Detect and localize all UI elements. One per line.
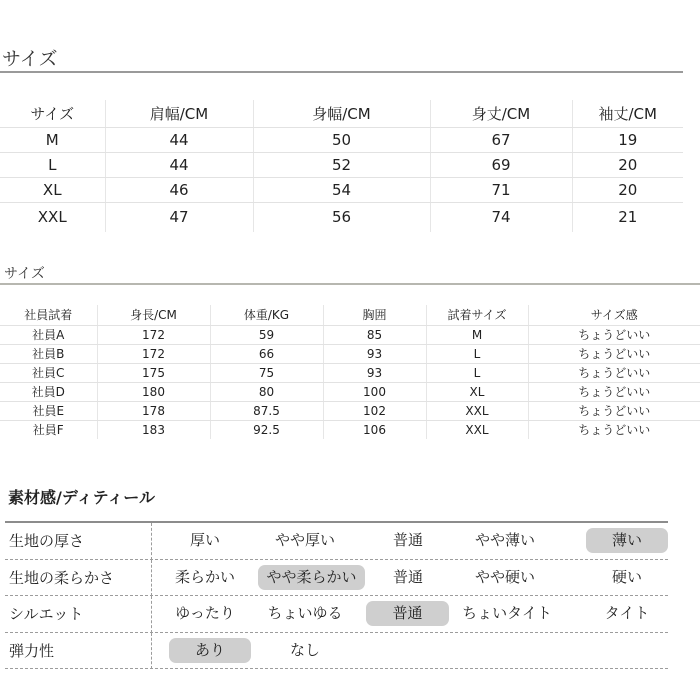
- cell: 172: [97, 325, 210, 344]
- cell: 69: [430, 152, 572, 177]
- cell: 183: [97, 420, 210, 439]
- material-row-silhouette: [5, 596, 668, 633]
- fitting-chart-title: サイズ: [4, 266, 45, 282]
- table-row: [0, 363, 700, 382]
- fitting-chart-divider: [0, 283, 700, 285]
- material-row-softness: [5, 560, 668, 597]
- cell: 178: [97, 401, 210, 420]
- size-chart-table: [0, 100, 683, 232]
- size-chart-title: サイズ: [2, 48, 58, 70]
- cell: 社員E: [0, 401, 97, 420]
- column-divider: [151, 523, 152, 560]
- option-tight: タイト: [604, 604, 650, 622]
- cell: 社員D: [0, 382, 97, 401]
- cell: ちょうどいい: [528, 401, 700, 420]
- cell: 54: [253, 177, 430, 202]
- cell: XXL: [37, 208, 67, 227]
- cell: 100: [323, 382, 426, 401]
- column-divider: [151, 633, 152, 670]
- cell: M: [426, 325, 528, 344]
- option-slightly-thick: やや厚い: [274, 531, 335, 549]
- option-thick: 厚い: [189, 531, 220, 549]
- option-slightly-soft-selected: やや柔らかい: [258, 565, 365, 590]
- material-title: 素材感/ディティール: [8, 488, 155, 507]
- header-shoulder: 肩幅/CM: [105, 100, 253, 127]
- row-label: シルエット: [9, 605, 84, 624]
- material-row-elasticity: [5, 633, 668, 670]
- option-loose: ゆったり: [175, 604, 235, 622]
- row-label: 生地の厚さ: [9, 532, 85, 551]
- cell: ちょうどいい: [528, 382, 700, 401]
- fitting-chart-table: [0, 305, 700, 439]
- table-row: [0, 401, 700, 420]
- cell: ちょうどいい: [528, 363, 700, 382]
- header-staff: 社員試着: [0, 305, 97, 325]
- cell: 社員F: [32, 423, 64, 438]
- cell: 80: [210, 382, 323, 401]
- header-tried-size: 試着サイズ: [426, 305, 528, 325]
- cell: 71: [430, 177, 572, 202]
- fitting-chart-header-row: [0, 305, 700, 325]
- material-row-thickness: [5, 523, 668, 560]
- header-length: 身丈/CM: [430, 100, 572, 127]
- cell: 44: [105, 127, 253, 152]
- option-slightly-tight: ちょいタイト: [462, 604, 552, 622]
- header-size: サイズ: [0, 100, 105, 127]
- material-table: [5, 523, 668, 669]
- row-label: 弾力性: [9, 641, 55, 660]
- header-chest-width: 身幅/CM: [253, 100, 430, 127]
- option-normal: 普通: [392, 531, 423, 549]
- cell: L: [426, 363, 528, 382]
- table-row: [0, 152, 683, 177]
- cell: 67: [430, 127, 572, 152]
- column-divider: [151, 560, 152, 597]
- header-bust: 胸囲: [323, 305, 426, 325]
- cell: 93: [323, 344, 426, 363]
- cell: L: [426, 344, 528, 363]
- table-row: [0, 344, 700, 363]
- cell: 85: [323, 325, 426, 344]
- cell: ちょうどいい: [528, 344, 700, 363]
- cell: 社員A: [0, 325, 97, 344]
- cell: 180: [97, 382, 210, 401]
- cell: 50: [253, 127, 430, 152]
- cell: XL: [426, 382, 528, 401]
- table-row: [0, 325, 700, 344]
- cell: 47: [105, 202, 253, 232]
- cell: XXL: [426, 401, 528, 420]
- cell: 52: [253, 152, 430, 177]
- option-no: なし: [289, 640, 320, 659]
- cell: M: [0, 127, 105, 152]
- cell: ちょうどいい: [528, 420, 700, 439]
- option-soft: 柔らかい: [174, 567, 235, 586]
- cell: ちょうどいい: [528, 325, 700, 344]
- cell: XXL: [426, 420, 528, 439]
- header-sleeve: 袖丈/CM: [572, 100, 683, 127]
- table-row: [0, 202, 683, 232]
- cell: 106: [323, 420, 426, 439]
- option-slightly-loose: ちょいゆる: [267, 604, 343, 622]
- cell: XL: [0, 177, 105, 202]
- option-thin-selected: 薄い: [586, 528, 668, 553]
- option-yes-selected: あり: [169, 638, 251, 663]
- table-row: [0, 382, 700, 401]
- cell: 社員C: [0, 363, 97, 382]
- table-row: [0, 127, 683, 152]
- size-chart-divider: [0, 71, 683, 73]
- cell: 102: [323, 401, 426, 420]
- cell: 44: [105, 152, 253, 177]
- cell: 21: [572, 202, 683, 232]
- cell: 87.5: [210, 401, 323, 420]
- header-height: 身長/CM: [97, 305, 210, 325]
- header-fit-feel: サイズ感: [528, 305, 700, 325]
- cell: 19: [572, 127, 683, 152]
- cell: 46: [105, 177, 253, 202]
- option-normal-selected: 普通: [366, 601, 449, 626]
- cell: 66: [210, 344, 323, 363]
- table-row: [0, 177, 683, 202]
- cell: 59: [210, 325, 323, 344]
- size-chart-header-row: [0, 100, 683, 127]
- option-slightly-hard: やや硬い: [474, 567, 535, 586]
- cell: 93: [323, 363, 426, 382]
- cell: L: [0, 152, 105, 177]
- cell: 75: [210, 363, 323, 382]
- cell: 20: [572, 177, 683, 202]
- cell: 172: [97, 344, 210, 363]
- option-normal: 普通: [392, 567, 423, 586]
- row-label: 生地の柔らかさ: [9, 568, 115, 587]
- cell: 92.5: [210, 420, 323, 439]
- header-weight: 体重/KG: [210, 305, 323, 325]
- cell: 74: [430, 202, 572, 232]
- cell: 20: [572, 152, 683, 177]
- option-hard: 硬い: [611, 567, 642, 586]
- cell: 社員B: [0, 344, 97, 363]
- cell: 175: [97, 363, 210, 382]
- table-row: [0, 420, 700, 439]
- column-divider: [151, 596, 152, 633]
- option-slightly-thin: やや薄い: [474, 531, 535, 549]
- cell: 56: [253, 202, 430, 232]
